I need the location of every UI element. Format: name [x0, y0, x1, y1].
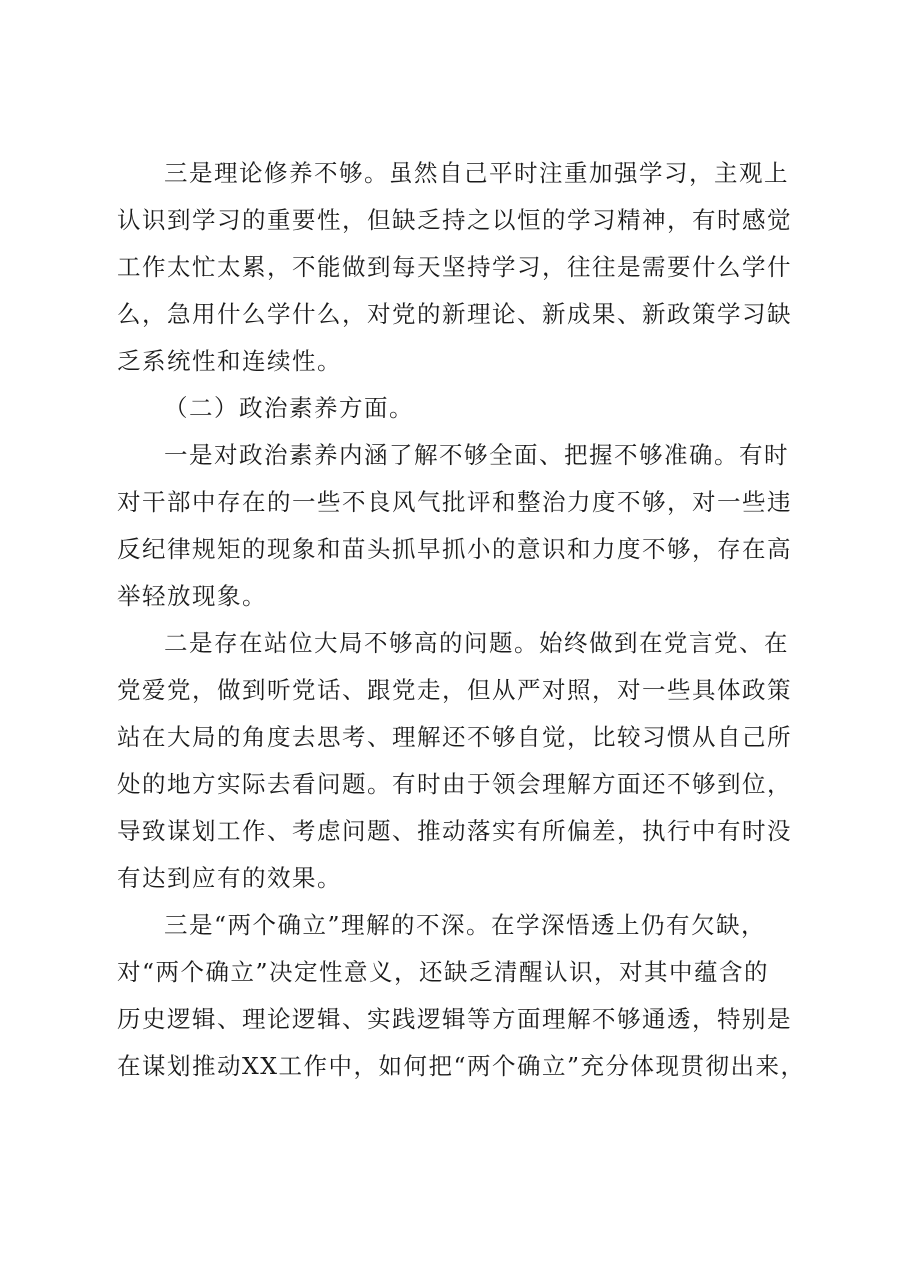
document-body	[117, 150, 806, 1090]
text-line: 在谋划推动XX工作中，如何把“两个确立”充分体现贯彻出来，	[117, 1052, 806, 1080]
paragraph-theory-cultivation	[117, 150, 797, 385]
text-line: 工作太忙太累，不能做到每天坚持学习，往往是需要什么学什	[117, 253, 792, 281]
text-line: 党爱党，做到听党话、跟党走，但从严对照，对一些具体政策	[117, 676, 792, 704]
text-line: 举轻放现象。	[117, 582, 267, 610]
section-heading-political-literacy	[117, 385, 797, 432]
paragraph-two-establishments	[117, 902, 806, 1090]
text-line: 三是“两个确立”理解的不深。在学深悟透上仍有欠缺，	[164, 911, 767, 939]
text-line: 三是理论修养不够。虽然自己平时注重加强学习，主观上	[164, 159, 789, 187]
text-line: 二是存在站位大局不够高的问题。始终做到在党言党、在	[164, 629, 789, 657]
text-line: 对干部中存在的一些不良风气批评和整治力度不够，对一些违	[117, 488, 792, 516]
paragraph-political-connotation	[117, 432, 797, 620]
text-line: 历史逻辑、理论逻辑、实践逻辑等方面理解不够通透，特别是	[117, 1005, 792, 1033]
text-line: 乏系统性和连续性。	[117, 347, 342, 375]
text-line: 有达到应有的效果。	[117, 864, 342, 892]
text-line: 处的地方实际去看问题。有时由于领会理解方面还不够到位，	[117, 770, 792, 798]
text-line: 对“两个确立”决定性意义，还缺乏清醒认识，对其中蕴含的	[117, 958, 770, 986]
text-line: 么，急用什么学什么，对党的新理论、新成果、新政策学习缺	[117, 300, 792, 328]
text-line: 站在大局的角度去思考、理解还不够自觉，比较习惯从自己所	[117, 723, 792, 751]
text-line: 导致谋划工作、考虑问题、推动落实有所偏差，执行中有时没	[117, 817, 792, 845]
heading-text: （二）政治素养方面。	[164, 394, 414, 422]
paragraph-overall-situation	[117, 620, 797, 902]
text-line: 认识到学习的重要性，但缺乏持之以恒的学习精神，有时感觉	[117, 206, 792, 234]
text-line: 反纪律规矩的现象和苗头抓早抓小的意识和力度不够，存在高	[117, 535, 792, 563]
text-line: 一是对政治素养内涵了解不够全面、把握不够准确。有时	[164, 441, 789, 469]
